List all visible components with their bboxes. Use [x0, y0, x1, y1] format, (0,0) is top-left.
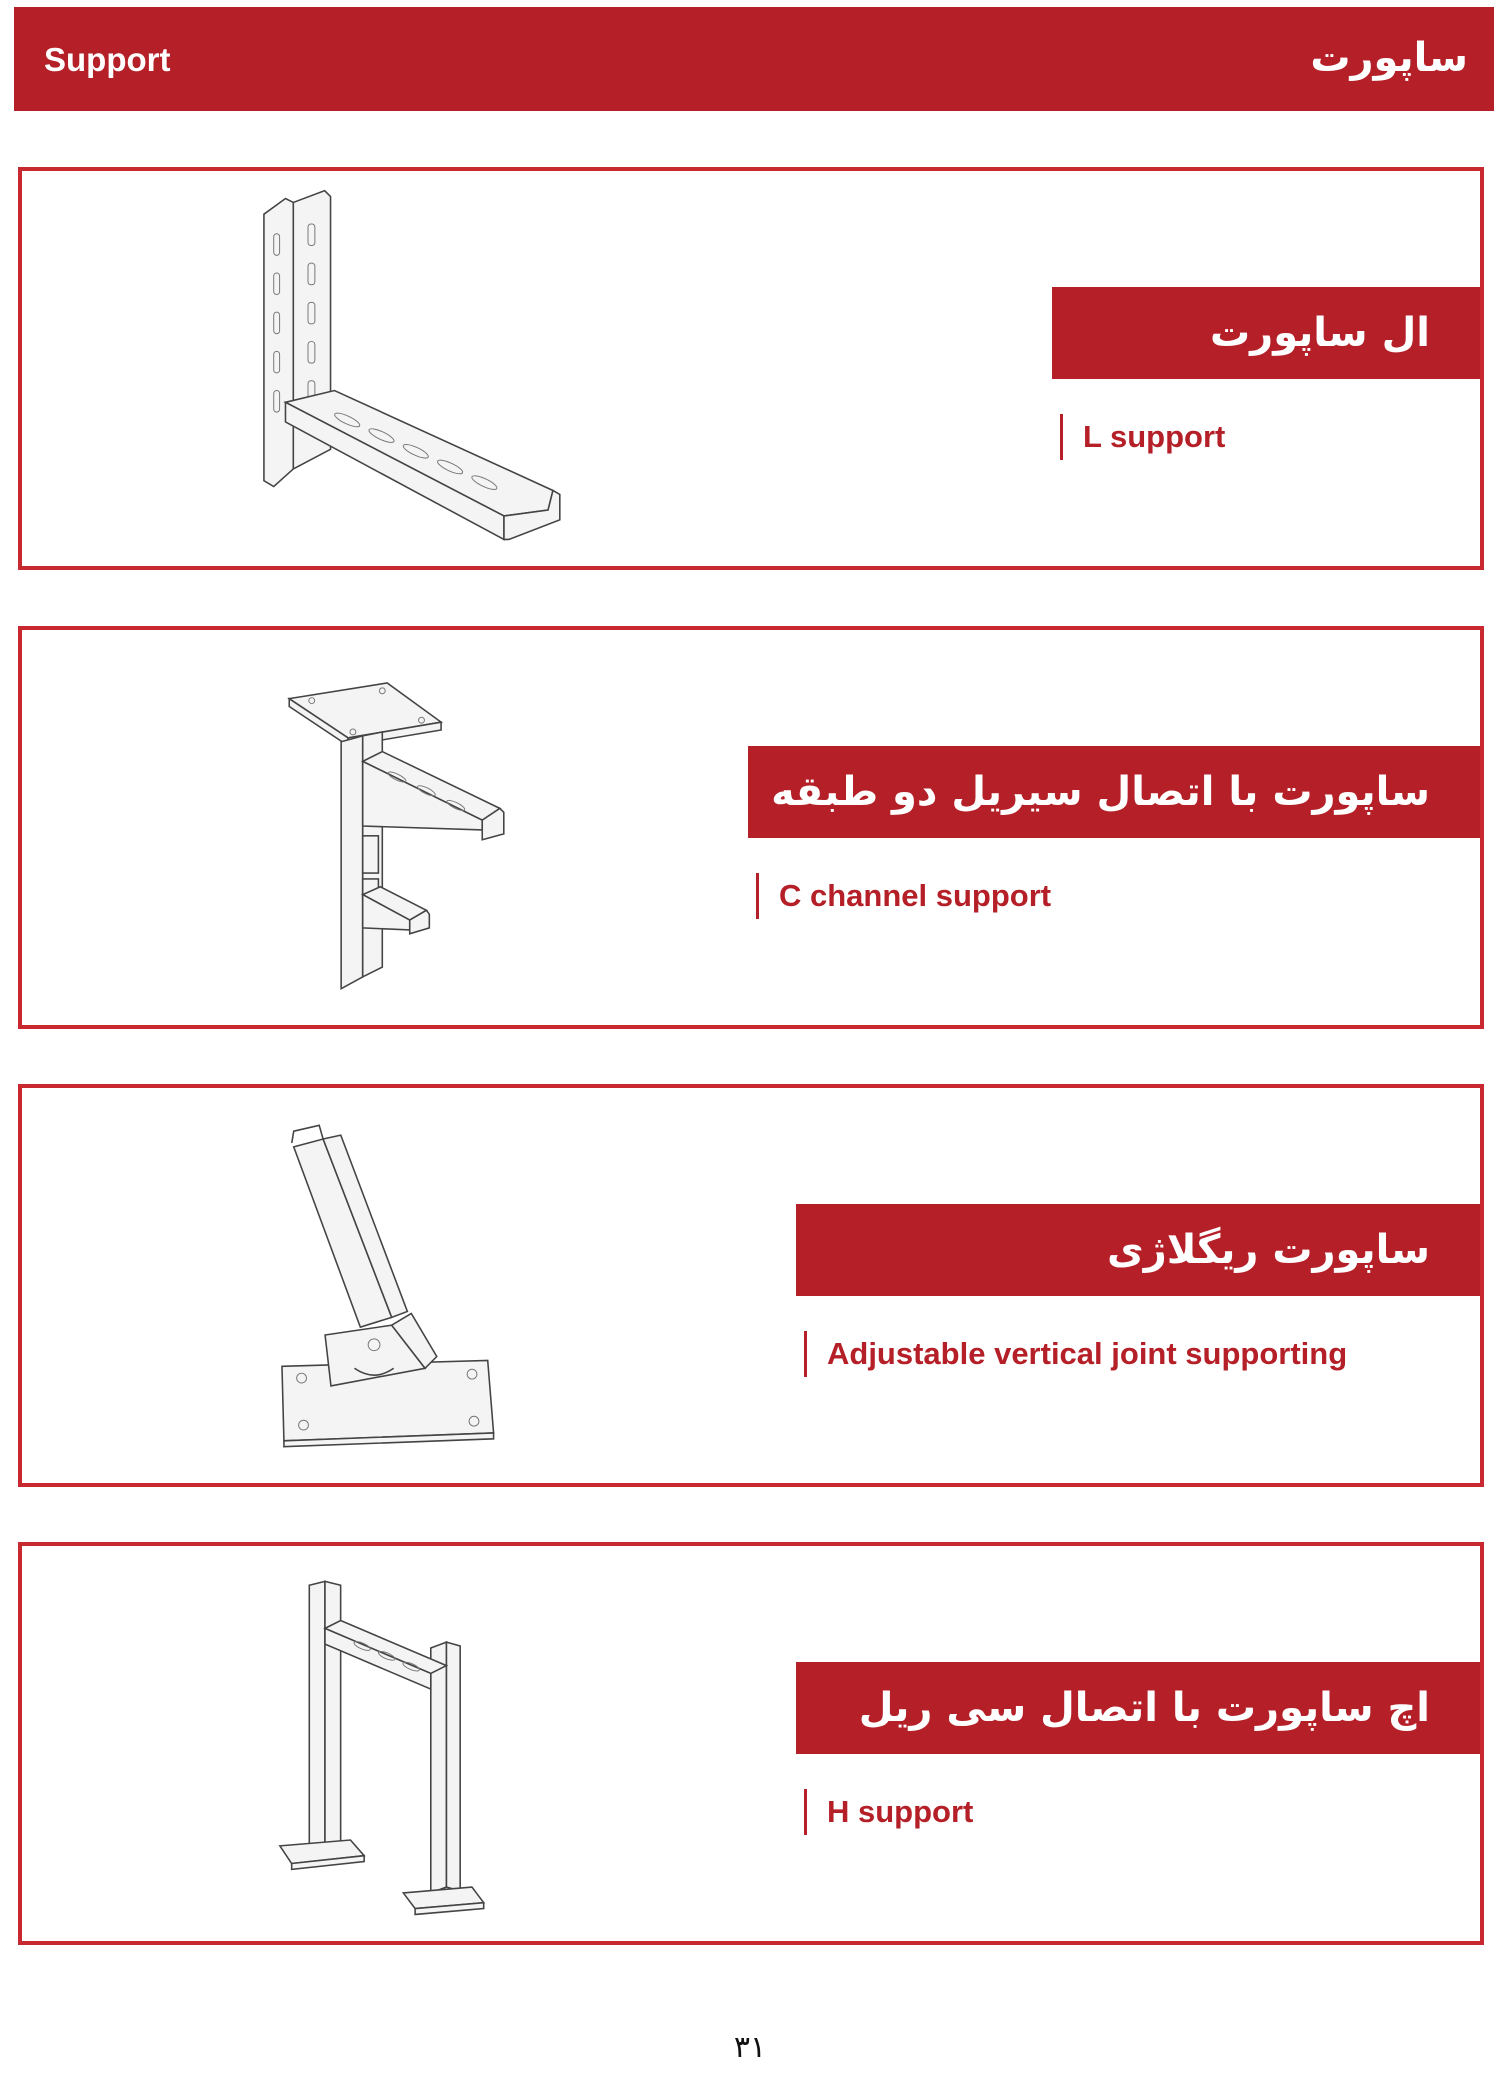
product-card-adjustable-support [18, 1084, 1484, 1487]
item-subtitle-en: H support [804, 1789, 973, 1835]
c-channel-support-drawing [112, 634, 682, 1021]
l-support-drawing [112, 175, 602, 562]
page-number: ۳۱ [733, 2030, 767, 2065]
page-header [14, 7, 1494, 111]
h-support-drawing [82, 1550, 662, 1937]
item-title-fa: ال ساپورت [1052, 287, 1480, 379]
product-card-c-channel-support [18, 626, 1484, 1029]
adjustable-support-drawing [82, 1092, 672, 1479]
item-title-fa: اچ ساپورت با اتصال سی ریل [796, 1662, 1480, 1754]
header-title-fa: ساپورت [1310, 35, 1468, 81]
item-subtitle-en: L support [1060, 414, 1225, 460]
item-title-fa: ساپورت ریگلاژی [796, 1204, 1480, 1296]
item-subtitle-en: Adjustable vertical joint supporting [804, 1331, 1347, 1377]
product-card-l-support [18, 167, 1484, 570]
product-card-h-support [18, 1542, 1484, 1945]
item-title-fa: ساپورت با اتصال سیریل دو طبقه [748, 746, 1480, 838]
header-title-en: Support [44, 41, 171, 78]
item-subtitle-en: C channel support [756, 873, 1051, 919]
